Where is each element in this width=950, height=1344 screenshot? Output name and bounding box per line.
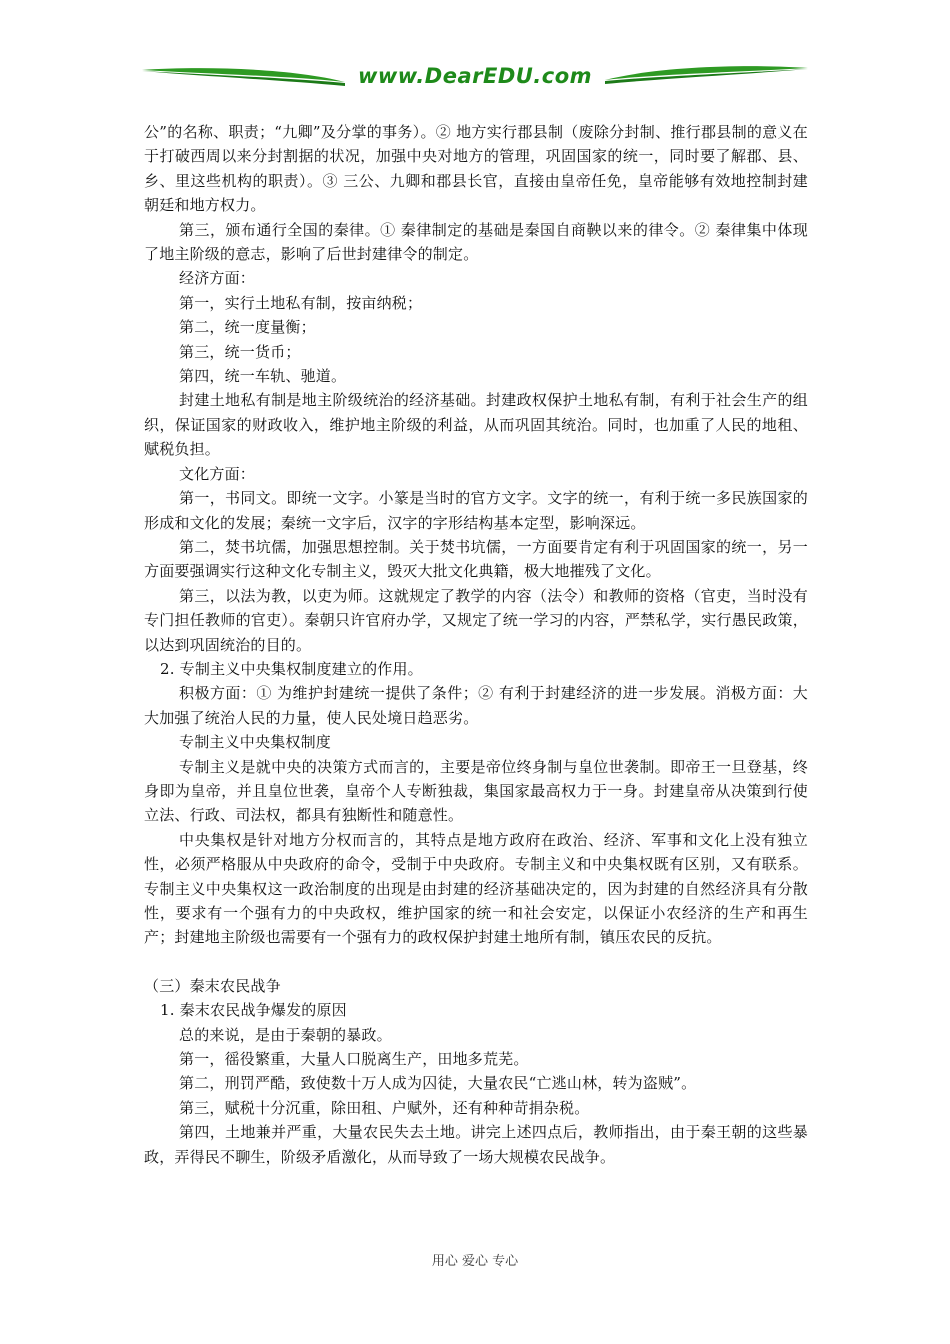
document-body — [144, 120, 808, 1169]
paragraph: 第三，以法为教，以吏为师。这就规定了教学的内容（法令）和教师的资格（官吏，当时没有专门担任教师的官吏）。秦朝只许官府办学，又规定了统一学习的内容，严禁私学，实行愚民政策，以达到巩固统治的目的。 — [144, 586, 808, 654]
list-item: 第二，统一度量衡； — [179, 318, 316, 337]
page-header — [140, 58, 810, 98]
paragraph-spacer — [144, 950, 808, 974]
numbered-heading: 1. 秦末农民战争爆发的原因 — [160, 1001, 347, 1020]
paragraph: 封建土地私有制是地主阶级统治的经济基础。封建政权保护土地私有制，有利于社会生产的组织，保证国家的财政收入，维护地主阶级的利益，从而巩固其统治。同时，也加重了人民的地租、赋税负担。 — [144, 391, 808, 459]
list-item: 第一，实行土地私有制，按亩纳税； — [179, 293, 423, 312]
page-footer: 用心 爱心 专心 — [431, 1254, 519, 1269]
paragraph: 积极方面：① 为维护封建统一提供了条件；② 有利于封建经济的进一步发展。消极方面：大大加强了统治人民的力量，使人民处境日趋恶劣。 — [144, 684, 808, 727]
paragraph: 公”的名称、职责；“九卿”及分掌的事务）。② 地方实行郡县制（废除分封制、推行郡县制的意义在于打破西周以来分封割据的状况，加强中央对地方的管理，巩固国家的统一，同时要了解郡、县、乡、里这些机构的职责）。③ 三公、九卿和郡县长官，直接由皇帝任免，皇帝能够有效地控制封建朝廷和地方权力。 — [144, 123, 808, 215]
list-item: 第四，土地兼并严重，大量农民失去土地。讲完上述四点后，教师指出，由于秦王朝的这些暴政，弄得民不聊生，阶级矛盾激化，从而导致了一场大规模农民战争。 — [144, 1123, 808, 1166]
section-heading: （三）秦末农民战争 — [144, 976, 281, 995]
section-heading-economy: 经济方面： — [179, 269, 256, 288]
section-heading-culture: 文化方面： — [179, 464, 256, 483]
paragraph: 专制主义是就中央的决策方式而言的，主要是帝位终身制与皇位世袭制。即帝王一旦登基，终身即为皇帝，并且皇位世袭，皇帝个人专断独裁，集国家最高权力于一身。封建皇帝从决策到行使立法、行政、司法权，都具有独断性和随意性。 — [144, 757, 808, 825]
paragraph: 总的来说，是由于秦朝的暴政。 — [179, 1025, 392, 1044]
paragraph: 第二，焚书坑儒，加强思想控制。关于焚书坑儒，一方面要肯定有利于巩固国家的统一，另一方面要强调实行这种文化专制主义，毁灭大批文化典籍，极大地摧残了文化。 — [144, 537, 808, 581]
list-item: 第三，统一货币； — [179, 342, 301, 361]
list-item: 第一，徭役繁重，大量人口脱离生产，田地多荒芜。 — [179, 1050, 529, 1069]
paragraph: 第三，颁布通行全国的秦律。① 秦律制定的基础是秦国自商鞅以来的律令。② 秦律集中体现了地主阶级的意志，影响了后世封建律令的制定。 — [144, 220, 808, 264]
list-item: 第四，统一车轨、驰道。 — [179, 367, 347, 386]
subheading: 专制主义中央集权制度 — [179, 733, 332, 752]
list-item: 第二，刑罚严酷，致使数十万人成为囚徒，大量农民“亡逃山林，转为盗贼”。 — [179, 1074, 697, 1093]
numbered-heading: 2. 专制主义中央集权制度建立的作用。 — [160, 659, 423, 678]
paragraph: 第一，书同文。即统一文字。小篆是当时的官方文字。文字的统一，有利于统一多民族国家的形成和文化的发展；秦统一文字后，汉字的字形结构基本定型，影响深远。 — [144, 489, 808, 532]
header-site-url: www.DearEDU.com — [357, 64, 593, 88]
list-item: 第三，赋税十分沉重，除田租、户赋外，还有种种苛捐杂税。 — [179, 1098, 590, 1117]
paragraph: 中央集权是针对地方分权而言的，其特点是地方政府在政治、经济、军事和文化上没有独立性，必须严格服从中央政府的命令，受制于中央政府。专制主义和中央集权既有区别，又有联系。专制主义中央集权这一政治制度的出现是由封建的经济基础决定的，因为封建的自然经济具有分散性，要求有一个强有力的中央政权，维护国家的统一和社会安定，以保证小农经济的生产和再生产；封建地主阶级也需要有一个强有力的政权保护封建土地所有制，镇压农民的反抗。 — [144, 830, 808, 947]
